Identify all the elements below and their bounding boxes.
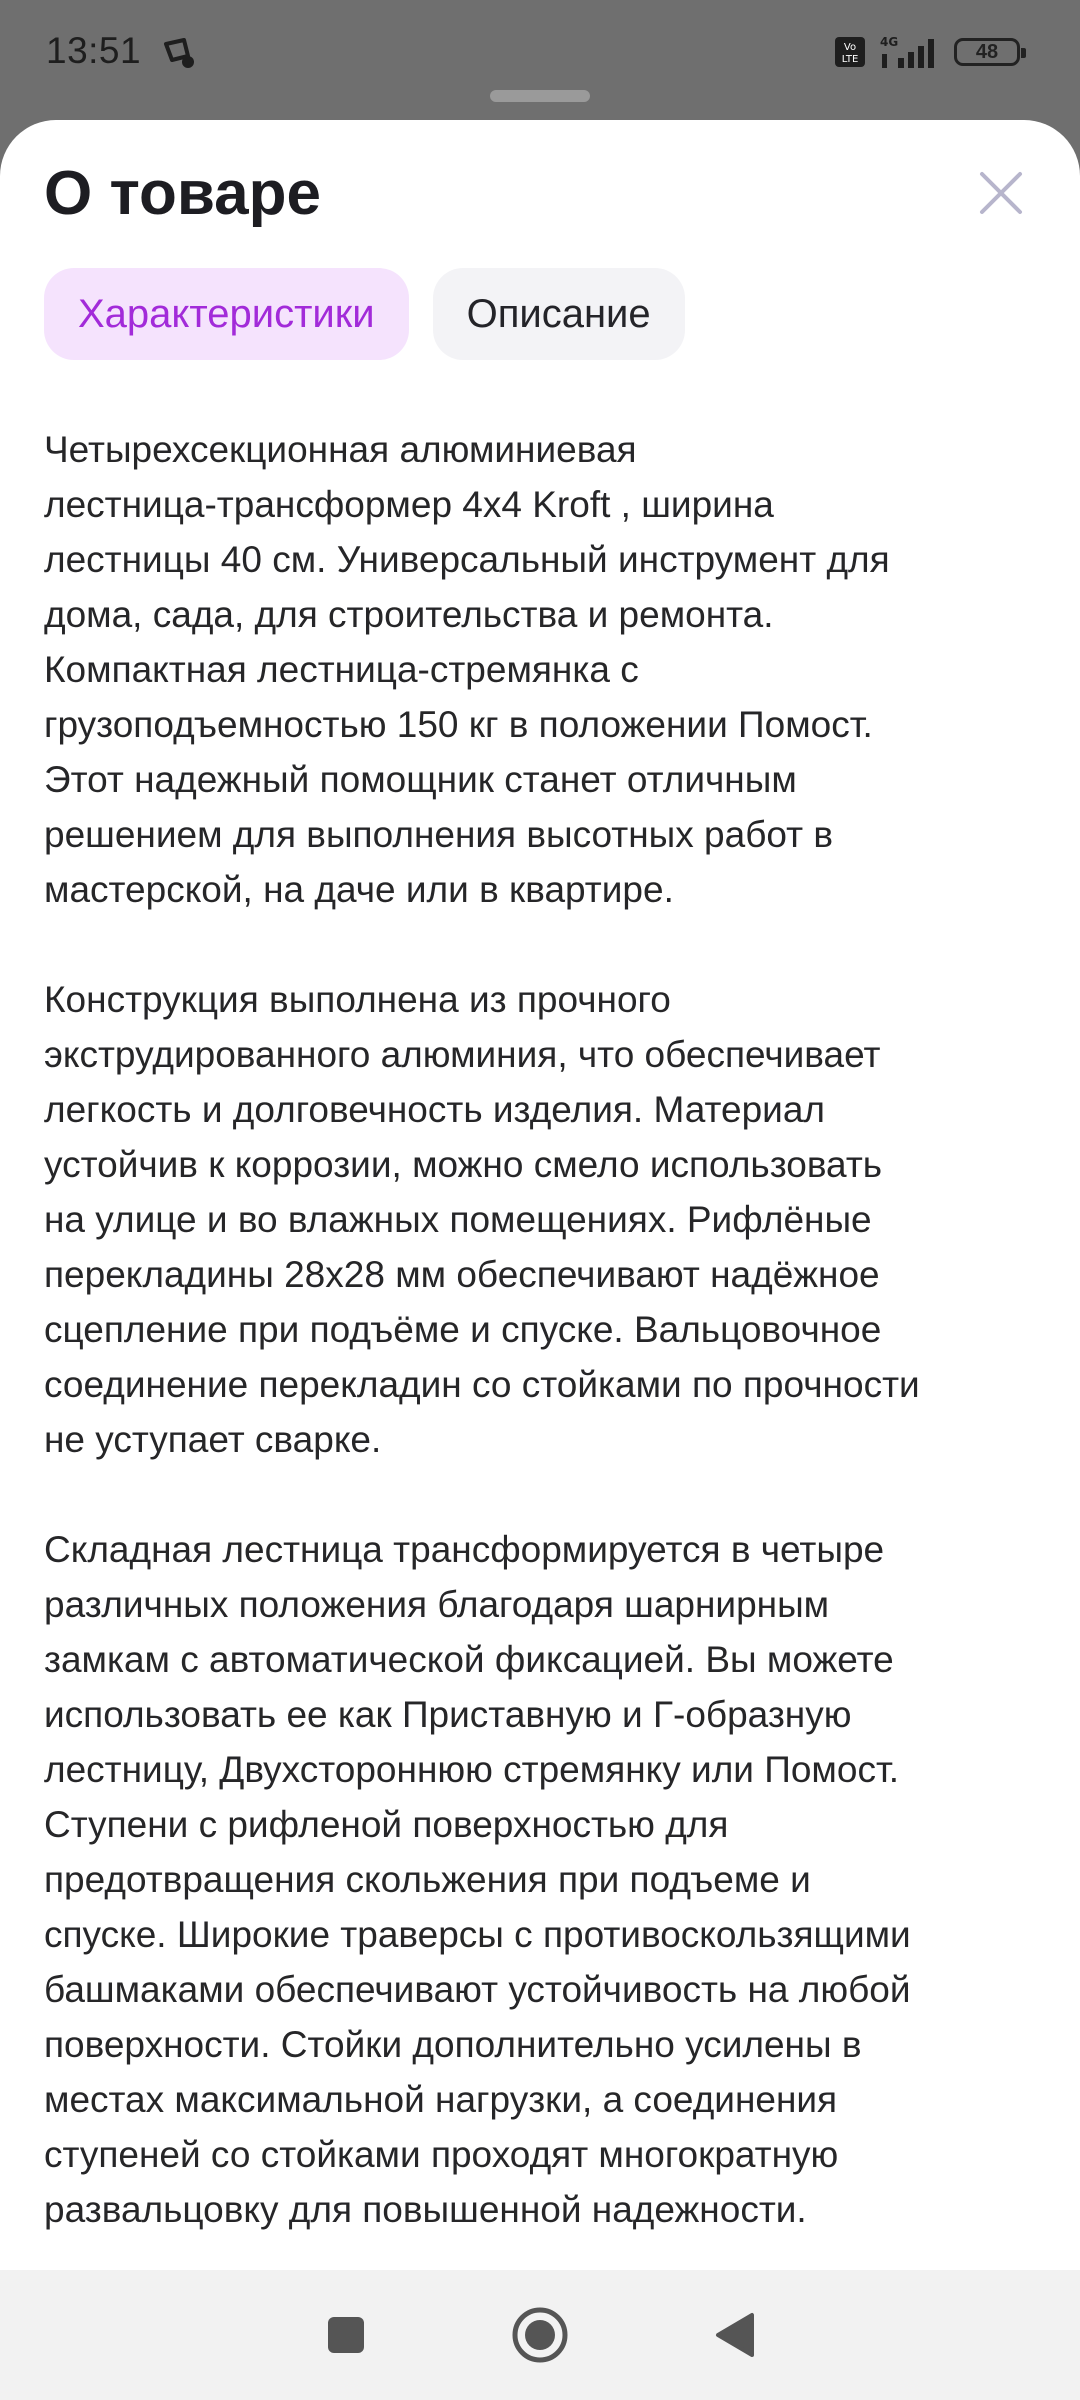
close-button[interactable] [966,158,1036,228]
battery-level: 48 [975,40,999,63]
signal-icon [878,34,942,70]
tab-description[interactable]: Описание [433,268,685,360]
battery-icon [954,38,1020,66]
circle-icon [511,2306,569,2364]
svg-text:LTE: LTE [841,54,859,65]
product-info-sheet [0,120,1080,2270]
status-time: 13:51 [46,30,142,71]
sheet-drag-handle[interactable] [490,90,590,102]
sheet-title: О товаре [44,159,322,228]
system-navigation-bar [0,2270,1080,2400]
volte-icon [834,36,866,68]
svg-text:Vo: Vo [843,42,857,53]
description-paragraph: Складная лестница трансформируется в четыре различных положения благодаря шарнирным замкам с автоматической фиксацией. Вы можете использовать ее как Приставную и Г-образную лестницу, Двухстороннюю стремянку или Помост. Ступени с рифленой поверхностью для предотвращения скольжения при подъеме и спуске. Широкие траверсы с противоскользящими башмаками обеспечивают устойчивость на любой поверхности. Стойки дополнительно усилены в местах максимальной нагрузки, а соединения ступеней со стойками проходят многократную развальцовку для повышенной надежности. [44,1529,911,2230]
status-icons [834,34,1020,70]
triangle-back-icon [712,2311,756,2359]
close-icon [979,171,1023,215]
svg-text:4G: 4G [880,35,899,49]
location-settings-icon [158,36,200,77]
home-button[interactable] [508,2303,572,2367]
tab-characteristics[interactable]: Характеристики [44,268,409,360]
description-paragraph: Четырехсекционная алюминиевая лестница-трансформер 4х4 Kroft , ширина лестницы 40 см. Универсальный инструмент для дома, сада, для строительства и ремонта. Компактная лестница-стремянка с грузоподъемностью 150 кг в положении Помост. Этот надежный помощник станет отличным решением для выполнения высотных работ в мастерской, на даче или в квартире. [44,429,890,910]
tabs [44,268,685,360]
description-text [44,422,1044,2270]
back-button[interactable] [702,2303,766,2367]
square-icon [326,2315,366,2355]
recent-apps-button[interactable] [314,2303,378,2367]
description-paragraph: Конструкция выполнена из прочного экструдированного алюминия, что обеспечивает легкость и долговечность изделия. Материал устойчив к коррозии, можно смело использовать на улице и во влажных помещениях. Рифлёные перекладины 28х28 мм обеспечивают надёжное сцепление при подъёме и спуске. Вальцовочное соединение перекладин со стойками по прочности не уступает сварке. [44,979,920,1460]
